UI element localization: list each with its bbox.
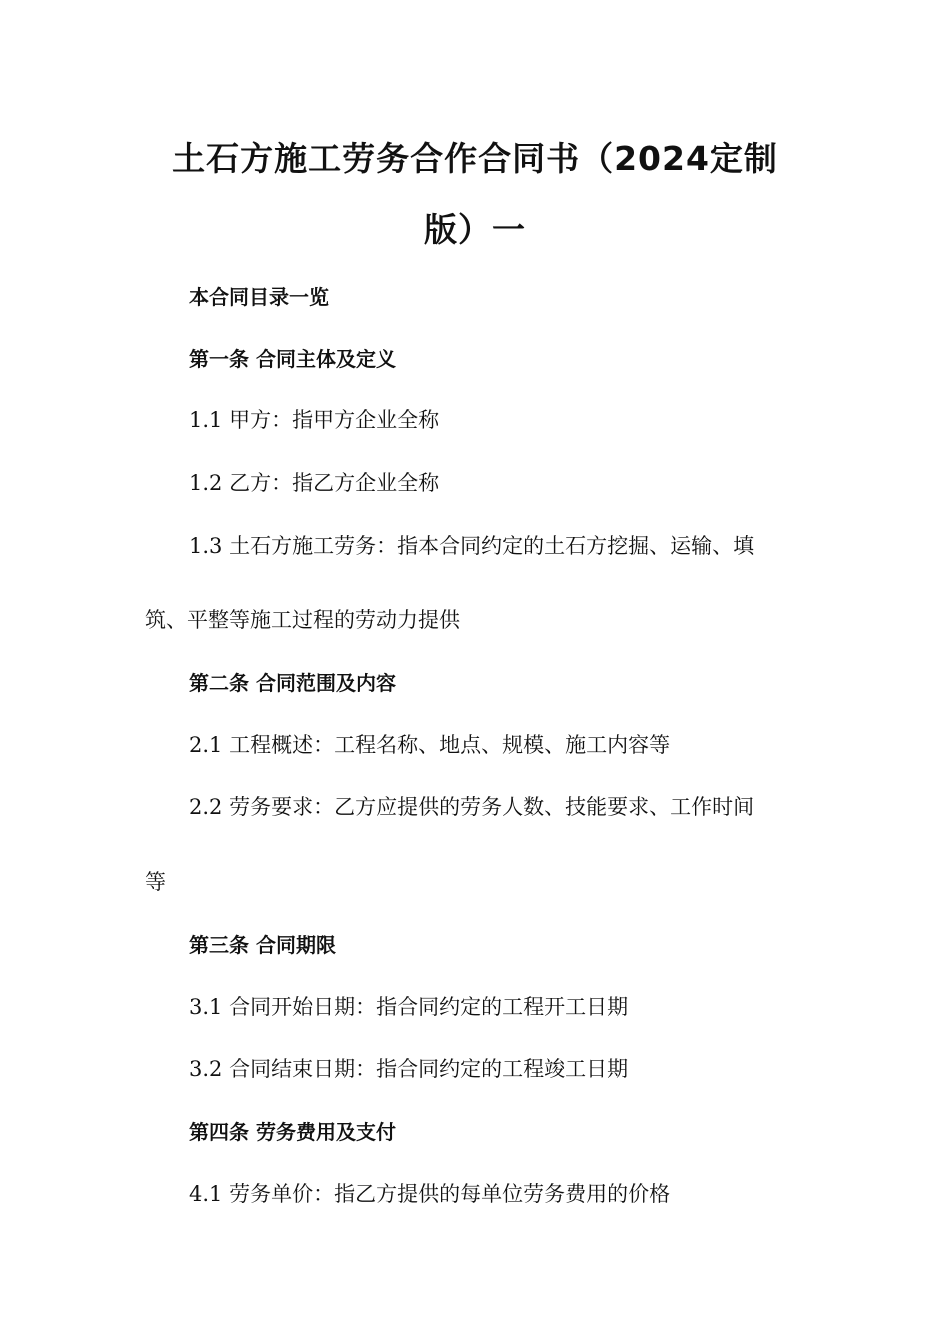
clause-1-1: 1.1 甲方：指甲方企业全称 [189,408,440,432]
clause-1-3-continuation: 筑、平整等施工过程的劳动力提供 [145,608,460,632]
article-4-heading: 第四条 劳务费用及支付 [189,1120,396,1144]
article-3-heading: 第三条 合同期限 [189,933,336,957]
toc-heading: 本合同目录一览 [189,285,329,309]
clause-3-2: 3.2 合同结束日期：指合同约定的工程竣工日期 [189,1057,629,1081]
clause-1-2: 1.2 乙方：指乙方企业全称 [189,471,440,495]
document-title-line-2: 版）一 [424,210,526,249]
clause-3-1: 3.1 合同开始日期：指合同约定的工程开工日期 [189,995,629,1019]
clause-2-1: 2.1 工程概述：工程名称、地点、规模、施工内容等 [189,733,671,757]
document-title-line-1: 土石方施工劳务合作合同书（2024定制 [172,139,778,178]
clause-2-2-continuation: 等 [145,870,166,894]
article-2-heading: 第二条 合同范围及内容 [189,671,396,695]
clause-1-3: 1.3 土石方施工劳务：指本合同约定的土石方挖掘、运输、填 [189,534,755,558]
clause-2-2: 2.2 劳务要求：乙方应提供的劳务人数、技能要求、工作时间 [189,795,755,819]
clause-4-1: 4.1 劳务单价：指乙方提供的每单位劳务费用的价格 [189,1182,671,1206]
article-1-heading: 第一条 合同主体及定义 [189,347,396,371]
